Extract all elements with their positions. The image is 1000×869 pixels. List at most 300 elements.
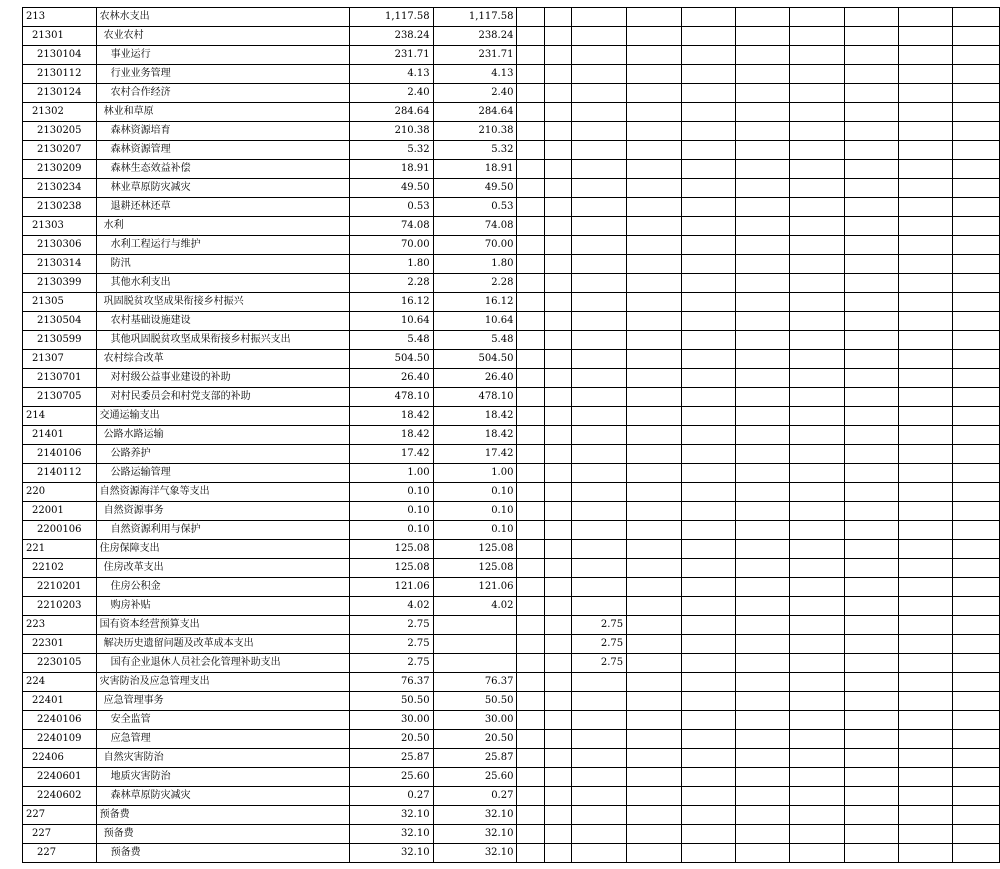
- empty-cell: [953, 46, 1000, 65]
- empty-cell: [517, 578, 544, 597]
- empty-cell: [898, 692, 952, 711]
- total-amount-cell: 2.28: [349, 274, 433, 293]
- subject-name-cell: 农村基础设施建设: [96, 312, 349, 331]
- empty-cell: [790, 426, 844, 445]
- table-row: [23, 8, 1000, 27]
- empty-cell: [544, 692, 571, 711]
- empty-cell: [844, 312, 898, 331]
- empty-cell: [681, 122, 735, 141]
- empty-cell: [898, 616, 952, 635]
- state-capital-budget-cell: [572, 730, 627, 749]
- empty-cell: [627, 502, 681, 521]
- empty-cell: [953, 84, 1000, 103]
- empty-cell: [681, 27, 735, 46]
- general-budget-cell: 32.10: [433, 844, 517, 863]
- state-capital-budget-cell: [572, 141, 627, 160]
- empty-cell: [735, 407, 789, 426]
- empty-cell: [790, 103, 844, 122]
- empty-cell: [844, 730, 898, 749]
- empty-cell: [681, 426, 735, 445]
- empty-cell: [898, 730, 952, 749]
- table-row: [23, 540, 1000, 559]
- state-capital-budget-cell: [572, 711, 627, 730]
- table-row: [23, 103, 1000, 122]
- general-budget-cell: 0.53: [433, 198, 517, 217]
- empty-cell: [790, 768, 844, 787]
- total-amount-cell: 49.50: [349, 179, 433, 198]
- general-budget-cell: 18.42: [433, 426, 517, 445]
- empty-cell: [627, 483, 681, 502]
- empty-cell: [517, 122, 544, 141]
- empty-cell: [681, 65, 735, 84]
- empty-cell: [844, 426, 898, 445]
- subject-name-cell: 森林草原防灾减灾: [96, 787, 349, 806]
- empty-cell: [953, 236, 1000, 255]
- empty-cell: [627, 122, 681, 141]
- empty-cell: [735, 103, 789, 122]
- subject-code-cell: 2130306: [23, 236, 97, 255]
- table-row: [23, 692, 1000, 711]
- empty-cell: [627, 179, 681, 198]
- total-amount-cell: 74.08: [349, 217, 433, 236]
- empty-cell: [627, 445, 681, 464]
- empty-cell: [953, 597, 1000, 616]
- general-budget-cell: 18.91: [433, 160, 517, 179]
- empty-cell: [544, 27, 571, 46]
- empty-cell: [898, 350, 952, 369]
- empty-cell: [517, 293, 544, 312]
- empty-cell: [953, 369, 1000, 388]
- budget-expenditure-table: [22, 7, 1000, 863]
- total-amount-cell: 231.71: [349, 46, 433, 65]
- subject-name-cell: 应急管理事务: [96, 692, 349, 711]
- empty-cell: [735, 768, 789, 787]
- empty-cell: [627, 236, 681, 255]
- empty-cell: [898, 122, 952, 141]
- empty-cell: [790, 198, 844, 217]
- subject-name-cell: 预备费: [96, 825, 349, 844]
- empty-cell: [898, 388, 952, 407]
- state-capital-budget-cell: [572, 350, 627, 369]
- subject-code-cell: 2130124: [23, 84, 97, 103]
- empty-cell: [735, 635, 789, 654]
- empty-cell: [544, 616, 571, 635]
- empty-cell: [681, 350, 735, 369]
- empty-cell: [735, 293, 789, 312]
- empty-cell: [898, 483, 952, 502]
- empty-cell: [627, 787, 681, 806]
- empty-cell: [953, 730, 1000, 749]
- state-capital-budget-cell: [572, 8, 627, 27]
- subject-code-cell: 213: [23, 8, 97, 27]
- empty-cell: [681, 597, 735, 616]
- empty-cell: [627, 673, 681, 692]
- general-budget-cell: 210.38: [433, 122, 517, 141]
- empty-cell: [844, 787, 898, 806]
- subject-name-cell: 自然灾害防治: [96, 749, 349, 768]
- empty-cell: [517, 198, 544, 217]
- subject-name-cell: 水利: [96, 217, 349, 236]
- empty-cell: [544, 806, 571, 825]
- table-row: [23, 27, 1000, 46]
- general-budget-cell: 0.10: [433, 502, 517, 521]
- table-row: [23, 635, 1000, 654]
- empty-cell: [517, 597, 544, 616]
- empty-cell: [681, 407, 735, 426]
- state-capital-budget-cell: [572, 426, 627, 445]
- total-amount-cell: 26.40: [349, 369, 433, 388]
- empty-cell: [790, 711, 844, 730]
- empty-cell: [735, 673, 789, 692]
- empty-cell: [735, 255, 789, 274]
- general-budget-cell: 25.87: [433, 749, 517, 768]
- empty-cell: [790, 502, 844, 521]
- total-amount-cell: 25.60: [349, 768, 433, 787]
- empty-cell: [627, 521, 681, 540]
- empty-cell: [735, 483, 789, 502]
- empty-cell: [544, 46, 571, 65]
- empty-cell: [627, 749, 681, 768]
- subject-name-cell: 应急管理: [96, 730, 349, 749]
- empty-cell: [898, 293, 952, 312]
- subject-name-cell: 住房保障支出: [96, 540, 349, 559]
- state-capital-budget-cell: [572, 673, 627, 692]
- general-budget-cell: 284.64: [433, 103, 517, 122]
- empty-cell: [517, 730, 544, 749]
- empty-cell: [544, 559, 571, 578]
- empty-cell: [735, 312, 789, 331]
- empty-cell: [735, 84, 789, 103]
- empty-cell: [681, 806, 735, 825]
- subject-name-cell: 解决历史遗留问题及改革成本支出: [96, 635, 349, 654]
- empty-cell: [544, 217, 571, 236]
- empty-cell: [681, 388, 735, 407]
- general-budget-cell: 18.42: [433, 407, 517, 426]
- subject-code-cell: 2240109: [23, 730, 97, 749]
- empty-cell: [627, 46, 681, 65]
- empty-cell: [953, 578, 1000, 597]
- state-capital-budget-cell: [572, 692, 627, 711]
- empty-cell: [790, 483, 844, 502]
- empty-cell: [790, 445, 844, 464]
- empty-cell: [517, 521, 544, 540]
- empty-cell: [953, 559, 1000, 578]
- general-budget-cell: 125.08: [433, 559, 517, 578]
- empty-cell: [627, 654, 681, 673]
- state-capital-budget-cell: [572, 236, 627, 255]
- empty-cell: [735, 540, 789, 559]
- table-row: [23, 179, 1000, 198]
- total-amount-cell: 32.10: [349, 806, 433, 825]
- empty-cell: [953, 293, 1000, 312]
- general-budget-cell: 32.10: [433, 806, 517, 825]
- empty-cell: [681, 654, 735, 673]
- empty-cell: [844, 502, 898, 521]
- state-capital-budget-cell: [572, 768, 627, 787]
- total-amount-cell: 478.10: [349, 388, 433, 407]
- empty-cell: [681, 236, 735, 255]
- subject-code-cell: 2130238: [23, 198, 97, 217]
- state-capital-budget-cell: [572, 502, 627, 521]
- empty-cell: [735, 711, 789, 730]
- table-row: [23, 654, 1000, 673]
- total-amount-cell: 210.38: [349, 122, 433, 141]
- empty-cell: [735, 825, 789, 844]
- empty-cell: [898, 141, 952, 160]
- empty-cell: [844, 844, 898, 863]
- empty-cell: [898, 578, 952, 597]
- empty-cell: [898, 160, 952, 179]
- total-amount-cell: 125.08: [349, 559, 433, 578]
- table-row: [23, 502, 1000, 521]
- empty-cell: [898, 521, 952, 540]
- general-budget-cell: 0.10: [433, 483, 517, 502]
- empty-cell: [627, 844, 681, 863]
- empty-cell: [627, 426, 681, 445]
- empty-cell: [681, 787, 735, 806]
- empty-cell: [790, 806, 844, 825]
- table-row: [23, 65, 1000, 84]
- empty-cell: [681, 749, 735, 768]
- empty-cell: [844, 445, 898, 464]
- subject-name-cell: 住房改革支出: [96, 559, 349, 578]
- subject-code-cell: 227: [23, 825, 97, 844]
- subject-code-cell: 2140112: [23, 464, 97, 483]
- empty-cell: [517, 502, 544, 521]
- subject-name-cell: 住房公积金: [96, 578, 349, 597]
- general-budget-cell: 2.40: [433, 84, 517, 103]
- empty-cell: [544, 521, 571, 540]
- subject-name-cell: 农村合作经济: [96, 84, 349, 103]
- subject-name-cell: 农村综合改革: [96, 350, 349, 369]
- total-amount-cell: 32.10: [349, 844, 433, 863]
- subject-code-cell: 22406: [23, 749, 97, 768]
- empty-cell: [844, 217, 898, 236]
- empty-cell: [627, 27, 681, 46]
- empty-cell: [517, 540, 544, 559]
- empty-cell: [844, 331, 898, 350]
- empty-cell: [844, 483, 898, 502]
- table-row: [23, 407, 1000, 426]
- subject-code-cell: 2130234: [23, 179, 97, 198]
- empty-cell: [735, 426, 789, 445]
- empty-cell: [517, 274, 544, 293]
- total-amount-cell: 1.80: [349, 255, 433, 274]
- table-row: [23, 198, 1000, 217]
- empty-cell: [544, 293, 571, 312]
- empty-cell: [735, 749, 789, 768]
- empty-cell: [627, 160, 681, 179]
- subject-code-cell: 22301: [23, 635, 97, 654]
- empty-cell: [953, 407, 1000, 426]
- table-row: [23, 331, 1000, 350]
- empty-cell: [681, 217, 735, 236]
- empty-cell: [627, 8, 681, 27]
- empty-cell: [735, 844, 789, 863]
- empty-cell: [790, 407, 844, 426]
- general-budget-cell: 5.32: [433, 141, 517, 160]
- empty-cell: [544, 578, 571, 597]
- empty-cell: [681, 179, 735, 198]
- empty-cell: [517, 483, 544, 502]
- subject-name-cell: 对村级公益事业建设的补助: [96, 369, 349, 388]
- empty-cell: [953, 483, 1000, 502]
- empty-cell: [681, 730, 735, 749]
- empty-cell: [844, 236, 898, 255]
- subject-name-cell: 交通运输支出: [96, 407, 349, 426]
- subject-name-cell: 国有资本经营预算支出: [96, 616, 349, 635]
- empty-cell: [735, 445, 789, 464]
- table-row: [23, 578, 1000, 597]
- general-budget-cell: 17.42: [433, 445, 517, 464]
- subject-code-cell: 214: [23, 407, 97, 426]
- empty-cell: [953, 274, 1000, 293]
- empty-cell: [790, 84, 844, 103]
- state-capital-budget-cell: [572, 84, 627, 103]
- empty-cell: [627, 578, 681, 597]
- empty-cell: [681, 255, 735, 274]
- subject-code-cell: 223: [23, 616, 97, 635]
- subject-code-cell: 221: [23, 540, 97, 559]
- empty-cell: [898, 806, 952, 825]
- empty-cell: [844, 388, 898, 407]
- empty-cell: [953, 8, 1000, 27]
- subject-name-cell: 自然资源海洋气象等支出: [96, 483, 349, 502]
- table-row: [23, 141, 1000, 160]
- subject-name-cell: 森林资源培育: [96, 122, 349, 141]
- empty-cell: [544, 483, 571, 502]
- table-row: [23, 445, 1000, 464]
- empty-cell: [790, 559, 844, 578]
- empty-cell: [898, 27, 952, 46]
- empty-cell: [544, 255, 571, 274]
- empty-cell: [790, 730, 844, 749]
- subject-code-cell: 2240106: [23, 711, 97, 730]
- state-capital-budget-cell: [572, 540, 627, 559]
- table-row: [23, 464, 1000, 483]
- empty-cell: [544, 274, 571, 293]
- subject-name-cell: 退耕还林还草: [96, 198, 349, 217]
- general-budget-cell: 238.24: [433, 27, 517, 46]
- empty-cell: [544, 388, 571, 407]
- subject-name-cell: 农业农村: [96, 27, 349, 46]
- empty-cell: [544, 654, 571, 673]
- table-row: [23, 711, 1000, 730]
- empty-cell: [844, 559, 898, 578]
- total-amount-cell: 0.10: [349, 483, 433, 502]
- subject-name-cell: 事业运行: [96, 46, 349, 65]
- empty-cell: [517, 160, 544, 179]
- subject-name-cell: 公路养护: [96, 445, 349, 464]
- empty-cell: [681, 711, 735, 730]
- state-capital-budget-cell: [572, 825, 627, 844]
- empty-cell: [544, 84, 571, 103]
- empty-cell: [517, 65, 544, 84]
- subject-code-cell: 22001: [23, 502, 97, 521]
- table-row: [23, 844, 1000, 863]
- subject-name-cell: 预备费: [96, 844, 349, 863]
- total-amount-cell: 30.00: [349, 711, 433, 730]
- empty-cell: [681, 141, 735, 160]
- subject-name-cell: 其他巩固脱贫攻坚成果衔接乡村振兴支出: [96, 331, 349, 350]
- empty-cell: [517, 749, 544, 768]
- subject-code-cell: 21401: [23, 426, 97, 445]
- subject-code-cell: 21305: [23, 293, 97, 312]
- empty-cell: [517, 407, 544, 426]
- empty-cell: [898, 426, 952, 445]
- state-capital-budget-cell: [572, 331, 627, 350]
- general-budget-cell: 76.37: [433, 673, 517, 692]
- total-amount-cell: 17.42: [349, 445, 433, 464]
- table-row: [23, 559, 1000, 578]
- empty-cell: [844, 293, 898, 312]
- empty-cell: [735, 141, 789, 160]
- empty-cell: [544, 122, 571, 141]
- empty-cell: [844, 673, 898, 692]
- empty-cell: [681, 198, 735, 217]
- empty-cell: [681, 464, 735, 483]
- empty-cell: [517, 331, 544, 350]
- empty-cell: [844, 122, 898, 141]
- empty-cell: [844, 635, 898, 654]
- empty-cell: [517, 616, 544, 635]
- table-row: [23, 293, 1000, 312]
- empty-cell: [953, 673, 1000, 692]
- subject-name-cell: 自然资源利用与保护: [96, 521, 349, 540]
- empty-cell: [735, 122, 789, 141]
- empty-cell: [898, 236, 952, 255]
- total-amount-cell: 25.87: [349, 749, 433, 768]
- general-budget-cell: [433, 616, 517, 635]
- subject-name-cell: 林业和草原: [96, 103, 349, 122]
- empty-cell: [681, 293, 735, 312]
- subject-code-cell: 2130112: [23, 65, 97, 84]
- empty-cell: [790, 217, 844, 236]
- empty-cell: [790, 236, 844, 255]
- empty-cell: [953, 540, 1000, 559]
- empty-cell: [517, 654, 544, 673]
- state-capital-budget-cell: [572, 160, 627, 179]
- empty-cell: [898, 844, 952, 863]
- empty-cell: [681, 768, 735, 787]
- table-row: [23, 236, 1000, 255]
- empty-cell: [627, 312, 681, 331]
- subject-code-cell: 2130104: [23, 46, 97, 65]
- empty-cell: [953, 692, 1000, 711]
- empty-cell: [953, 179, 1000, 198]
- empty-cell: [844, 407, 898, 426]
- empty-cell: [735, 217, 789, 236]
- empty-cell: [898, 825, 952, 844]
- table-row: [23, 597, 1000, 616]
- general-budget-cell: 231.71: [433, 46, 517, 65]
- empty-cell: [844, 825, 898, 844]
- empty-cell: [844, 46, 898, 65]
- empty-cell: [735, 787, 789, 806]
- subject-name-cell: 地质灾害防治: [96, 768, 349, 787]
- empty-cell: [681, 8, 735, 27]
- empty-cell: [681, 502, 735, 521]
- empty-cell: [735, 521, 789, 540]
- empty-cell: [953, 806, 1000, 825]
- subject-code-cell: 2130504: [23, 312, 97, 331]
- empty-cell: [735, 388, 789, 407]
- total-amount-cell: 10.64: [349, 312, 433, 331]
- empty-cell: [544, 8, 571, 27]
- empty-cell: [844, 198, 898, 217]
- empty-cell: [953, 141, 1000, 160]
- subject-code-cell: 21307: [23, 350, 97, 369]
